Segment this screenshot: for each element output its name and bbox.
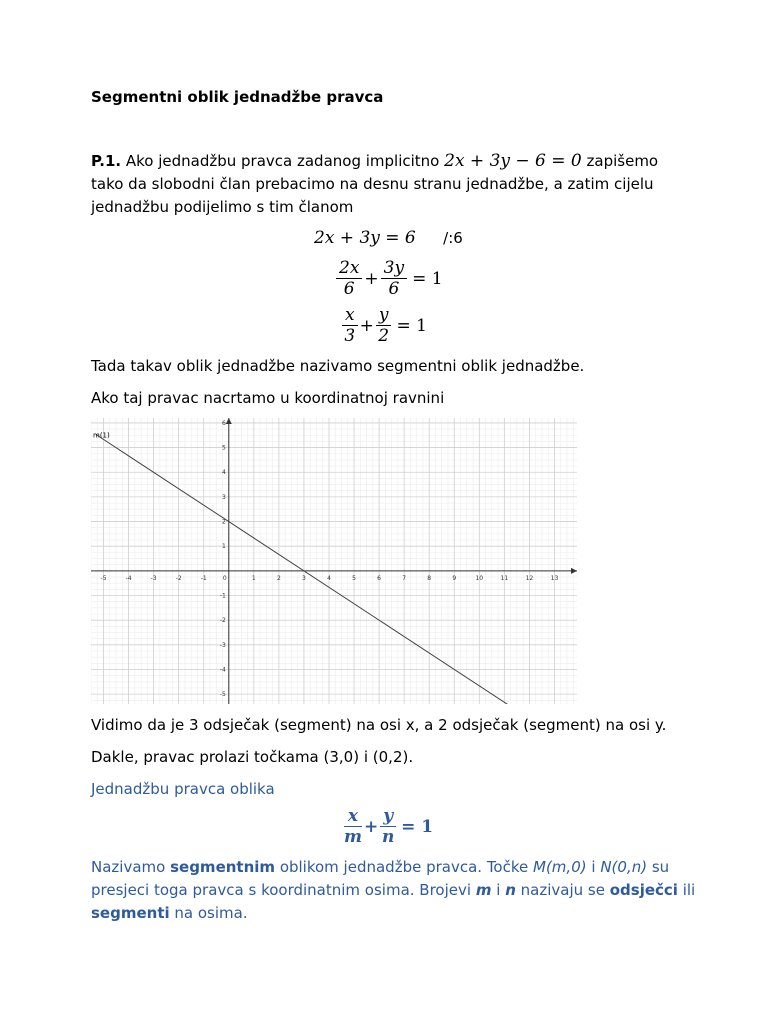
x-axis-arrow bbox=[571, 568, 577, 574]
equation-3 bbox=[340, 305, 427, 346]
eq1-left: 2x + 3y = 6 bbox=[314, 228, 416, 248]
blue-odsjecci: odsječci bbox=[609, 881, 678, 899]
blue-na-osima: na osima. bbox=[169, 904, 248, 922]
equation-1 bbox=[314, 228, 463, 248]
blue-segmenti: segmenti bbox=[91, 904, 170, 922]
y-tick-label: 1 bbox=[221, 543, 226, 551]
p1-paragraph bbox=[91, 150, 691, 219]
eq3-rhs: = 1 bbox=[396, 315, 427, 336]
y-tick-label: -4 bbox=[219, 666, 226, 674]
y-tick-label: 2 bbox=[221, 518, 226, 526]
x-tick-label: -1 bbox=[200, 574, 207, 582]
y-tick-label: -5 bbox=[219, 691, 226, 699]
y-tick-label: 4 bbox=[221, 469, 226, 477]
equation-2 bbox=[334, 258, 443, 299]
text-dakle: Dakle, pravac prolazi točkama (3,0) i (0,2). bbox=[91, 748, 414, 766]
blue-s5: i bbox=[586, 858, 601, 876]
blue-paragraph bbox=[91, 856, 701, 925]
blue-intro: Jednadžbu pravca oblika bbox=[91, 780, 275, 798]
x-tick-label: -5 bbox=[100, 574, 107, 582]
y-tick-label: 3 bbox=[221, 493, 226, 501]
coordinate-graph bbox=[91, 418, 577, 704]
x-tick-label: 0 bbox=[222, 574, 227, 582]
text-ako: Ako taj pravac nacrtamo u koordinatnoj ravnini bbox=[91, 389, 445, 407]
x-tick-label: -4 bbox=[125, 574, 132, 582]
p1-text-before: Ako jednadžbu pravca zadanog implicitno bbox=[121, 152, 445, 170]
y-axis-arrow bbox=[226, 418, 232, 424]
page-title: Segmentni oblik jednadžbe pravca bbox=[91, 88, 384, 106]
y-tick-label: -2 bbox=[219, 617, 226, 625]
x-tick-label: 7 bbox=[402, 574, 407, 582]
blue-s1: Nazivamo bbox=[91, 858, 171, 876]
eq2-plus: + bbox=[364, 268, 379, 289]
blue-line2: presjeci toga pravca s koordinatnim osima. Brojevi bbox=[91, 881, 476, 899]
blue-eq-rhs: = 1 bbox=[401, 816, 434, 837]
p1-line2: tako da slobodni član prebacimo na desnu stranu jednadžbe, a zatim cijelu bbox=[91, 175, 654, 193]
blue-s7: su bbox=[647, 858, 670, 876]
eq3-plus: + bbox=[359, 315, 374, 336]
x-tick-label: 4 bbox=[327, 574, 331, 582]
implicit-equation: 2x + 3y − 6 = 0 bbox=[444, 151, 582, 171]
p1-text-after: zapišemo bbox=[581, 152, 659, 170]
blue-l2b: nazivaju se bbox=[515, 881, 610, 899]
x-tick-label: 11 bbox=[500, 574, 509, 582]
x-tick-label: 1 bbox=[251, 574, 256, 582]
blue-i: i bbox=[491, 881, 506, 899]
line-label: m(1) bbox=[93, 431, 110, 440]
eq1-operation: /:6 bbox=[443, 229, 463, 247]
blue-eq-plus: + bbox=[364, 816, 379, 837]
blue-eq-frac1: $\frac{x}{m}$ bbox=[344, 806, 362, 847]
p1-label: P.1. bbox=[91, 152, 122, 170]
x-tick-label: 5 bbox=[352, 574, 356, 582]
blue-ili: ili bbox=[677, 881, 696, 899]
x-tick-label: 2 bbox=[276, 574, 281, 582]
eq2-frac2: $\frac{3y}{6}$ bbox=[381, 258, 407, 299]
tick-labels bbox=[101, 420, 559, 698]
eq3-frac1: $\frac{x}{3}$ bbox=[342, 305, 358, 346]
blue-equation bbox=[342, 806, 433, 847]
grid-major bbox=[91, 418, 577, 704]
x-tick-label: -2 bbox=[175, 574, 182, 582]
y-tick-label: -3 bbox=[219, 641, 226, 649]
x-tick-label: 9 bbox=[452, 574, 457, 582]
y-tick-label: 6 bbox=[221, 419, 226, 427]
blue-point-n: N(0,n) bbox=[600, 858, 648, 876]
eq3-frac2: $\frac{y}{2}$ bbox=[376, 305, 392, 346]
y-tick-label: 5 bbox=[221, 444, 226, 452]
x-tick-label: 13 bbox=[550, 574, 559, 582]
x-tick-label: 6 bbox=[377, 574, 382, 582]
blue-eq-frac2: $\frac{y}{n}$ bbox=[382, 806, 395, 847]
x-tick-label: -3 bbox=[150, 574, 157, 582]
y-tick-label: -1 bbox=[219, 592, 226, 600]
eq2-frac1: $\frac{2x}{6}$ bbox=[336, 258, 362, 299]
blue-segmentnim: segmentnim bbox=[170, 858, 276, 876]
x-tick-label: 10 bbox=[475, 574, 484, 582]
p1-line3: jednadžbu podijelimo s tim članom bbox=[91, 198, 354, 216]
x-tick-label: 12 bbox=[525, 574, 534, 582]
blue-s3: oblikom jednadžbe pravca. Točke bbox=[275, 858, 534, 876]
blue-m: m bbox=[475, 881, 492, 899]
x-tick-label: 3 bbox=[302, 574, 306, 582]
blue-n: n bbox=[505, 881, 516, 899]
text-vidimo: Vidimo da je 3 odsječak (segment) na osi x, a 2 odsječak (segment) na osi y. bbox=[91, 716, 667, 734]
text-tada: Tada takav oblik jednadžbe nazivamo segmentni oblik jednadžbe. bbox=[91, 357, 585, 375]
eq2-rhs: = 1 bbox=[412, 268, 443, 289]
blue-point-m: M(m,0) bbox=[533, 858, 587, 876]
x-tick-label: 8 bbox=[427, 574, 432, 582]
